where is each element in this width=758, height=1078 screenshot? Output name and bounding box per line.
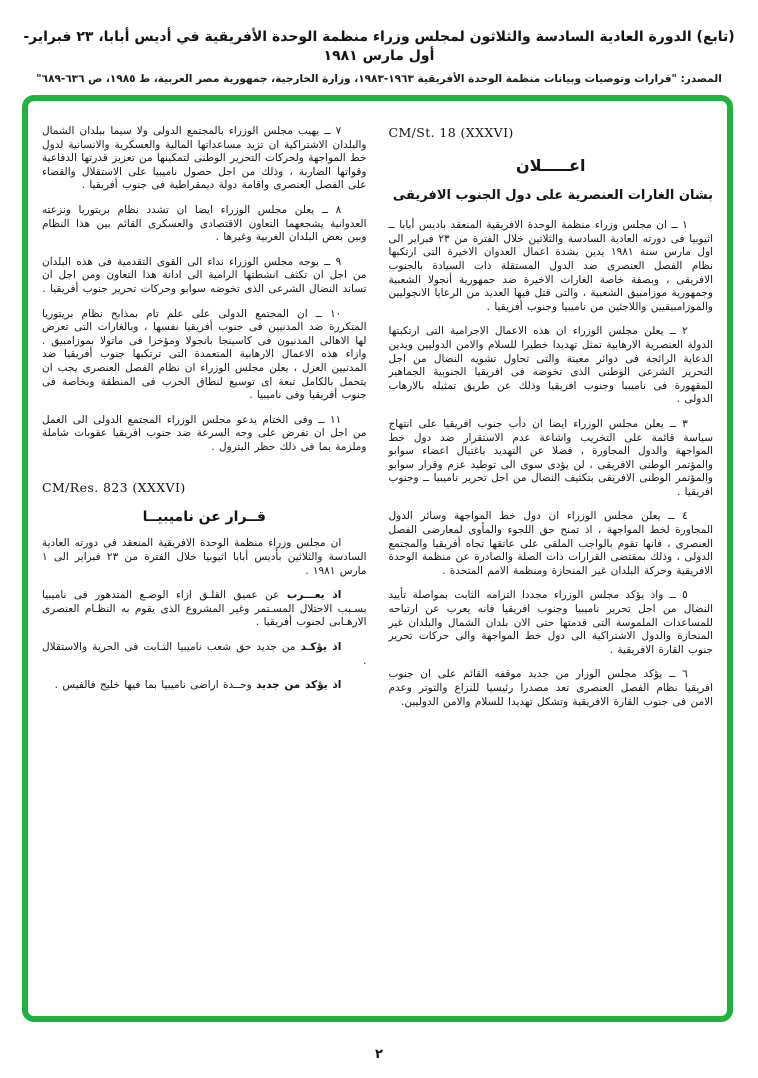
declaration-paragraph: ٤ ــ يعلن مجلس الوزراء ان دول خط المواجهة وسائر الدول المجاورة لخط المواجهة ، اذ تمنح حق اللجوء والمأوى لمعارضى الفصل العنصرى ، فانها تقوم بالواجب الملقى على عاتقها تجاه أفريقيا والمجتمع الدولى ، وذلك بمقتضى القرارات ذات الصلة والصادرة عن منظمة الوحدة الافريقية وحركة البلدان غير المنحازة ومنظمة الامم المتحدة . (388, 510, 713, 577)
declaration-doc-ref: CM/St. 18 (XXXVI) (388, 125, 514, 140)
continuation-and-resolution-column (42, 125, 367, 1008)
resolution-paragraph: ان مجلس وزراء منظمة الوحدة الافريقية المنعقد فى دورته العادية السادسة والثلاثين بأديس أبابا اثيوبيا خلال الفترة من ٢٣ فبراير الى ١ مارس ١٩٨١ . (42, 537, 367, 577)
document-frame (22, 95, 733, 1022)
declaration-paragraph: ٦ ــ يؤكد مجلس الوزار من جديد موقفه القائم على ان جنوب افريقيا نظام الفصل العنصرى تعد مصدرا رئيسيا للنزاع والتوتر وعدم الامن فى جنوب القارة الافريقية وتشكل تهديدا للسلام والامن الدوليين. (388, 668, 713, 708)
declaration-paragraph: ٣ ــ يعلن مجلس الوزراء ايضا ان دأب جنوب افريقيا على انتهاج سياسة قائمة على التخريب واشاعة عدم الاستقرار ضد دول خط المواجهة والدول المجاورة ، فضلا عن التهديد باغتيال اعضاء سوابو والمؤتمر الوطنى الافريقى ، لن يؤدى سوى الى توطيد عزم وقرار سوابو والمؤتمر الوطنى الافريقى بتكثيف النضال من اجل تحرير ناميبيا ــ وجنوب افريقيا . (388, 417, 713, 498)
resolution-paragraph: اذ يؤكد من جديد وحــدة اراضى ناميبيا بما فيها خليج فالفيس . (54, 679, 342, 692)
declaration-paragraph: ٧ ــ يهيب مجلس الوزراء بالمجتمع الدولى ولا سيما ببلدان الشمال والبلدان الاشتراكية ان تزيد مساعداتها المالية والعسكرية والانسانية لدول خط المواجهة ولحركات التحرير الوطنى لتمكينها من تعزيز قدرتها الدفاعية وقواتها الضاربة ، وذلك من اجل حصول ناميبيا على الاستقلال والقضاء على الفصل العنصرى واقامة دولة ديمقراطية فى جنوب أفريقيا . (42, 125, 367, 192)
resolution-paragraph: اذ يعـــرب عن عميق القلـق ازاء الوضـع المتدهور فى ناميبيا بسـبب الاحتلال المسـتمر وغير المشروع الذى يقوم به النظـام العنصرى الارهـابى لجنوب أفريقيا . (42, 589, 367, 629)
source-citation: المصدر: "قرارات وتوصيات وبيانات منظمة الوحدة الأفريقية ١٩٦٣-١٩٨٣، وزارة الخارجية، جمهورية مصر العربية، ط ١٩٨٥، ص ٦٣٦-٦٨٩" (36, 72, 722, 85)
resolution-doc-ref: CM/Res. 823 (XXXVI) (42, 480, 186, 496)
page-number: ٢ (375, 1047, 383, 1062)
session-title: (تابع) الدورة العادية السادسة والثلاثون لمجلس وزراء منظمة الوحدة الأفريقية في أديس أبابا، ٢٣ فبراير- أول مارس ١٩٨١ (23, 29, 735, 64)
page-header (0, 0, 758, 85)
declaration-paragraphs-1-6 (389, 219, 714, 709)
declaration-paragraphs-7-11 (42, 125, 367, 454)
declaration-paragraph: ٩ ــ يوجه مجلس الوزراء نداء الى القوى التقدمية فى هذه البلدان من اجل ان تكثف انشطتها الرامية الى ادانة هذا التعاون ومن اجل ان تساند النضال الشرعى الذى تخوضه سوابو وحركات تحرير جنوب أفريقيا . (42, 255, 367, 295)
declaration-subtitle: بشان الغارات العنصرية على دول الجنوب الافريقى (392, 188, 713, 203)
declaration-paragraph: ١ ــ ان مجلس وزراء منظمة الوحدة الافريقية المنعقد باديس أبابا ــ اثيوبيا فى دورته العادية السادسة والثلاثين خلال الفترة من ٢٣ فبراير الى اول مارس سنة ١٩٨١ يدين بشدة اعمال العدوان الاخيرة التى ارتكبها نظام الفصل العنصرى ضد الدول المستقلة ذات السيادة بالجنوب الافريقى ، وبصفة خاصة الغارات الاخيرة ضد جمهورية أنجولا الشعبية وجمهورية موزامبيق الشعبية ، والتى قتل فيها العديد من الرعايا الانجوليين والموزامبيقيين واللاجئين من ناميبيا وجنوب أفريقيا . (388, 219, 713, 313)
declaration-paragraph: ١١ ــ وفى الختام يدعو مجلس الوزراء المجتمع الدولى الى العمل من اجل ان تفرض على وجه السرعة ضد جنوب افريقيا عقوبات شاملة وملزمة بما فى ذلك حظر البترول . (42, 413, 367, 453)
resolution-paragraph: اذ يؤكـد من جديد حق شعب ناميبيا الثـابت فى الحرية والاستقلال . (42, 641, 367, 667)
declaration-title: اعـــــلان (515, 156, 586, 175)
declaration-column (389, 125, 714, 1008)
declaration-paragraph: ٢ ــ يعلن مجلس الوزراء ان هذه الاعمال الاجرامية التى ارتكبتها الدولة العنصرية الارهابية تمثل تهديدا خطيرا للسلام والامن الدوليين ويدين الدعاية الرائجة فى دوائر معينة والتى تحاول تشويه النضال من اجل التحرير الشرعى الوطنى الذى تخوضه فى افريقيا الجنوبية الجماهير المقهورة فى ناميبيا وجنوب افريقيا وذلك عن طريق تمثيله بالارهاب الدولى . (388, 325, 713, 406)
declaration-paragraph: ٨ ــ يعلن مجلس الوزراء ايضا ان تشدد نظام بريتوريا ونزعته العدوانية يشجعهما التعاون الاقتصادى والعسكرى القائم بين هذا النظام وبين بعض البلدان الغربية وغيرها . (42, 203, 367, 244)
declaration-paragraph: ١٠ ــ ان المجتمع الدولى على علم تام بمذابح نظام بريتوريا المتكررة ضد المدنيين فى جنوب أفريقيا نفسها ، وبالغارات التى تعرض لها الاهالى المدنيون فى كاسينجا بانجولا ومؤخرا فى ماتولا بموزامبيق . وازاء هذه الاعمال الارهابية المتعمدة التى ترتكبها جنوب أفريقيا ضد المدنيين العزل ، يعلن مجلس الوزراء ان نظام الفصل العنصرى يجب ان يتحمل بالكامل تبعة اى توسيع لنطاق الحرب فى المنطقة وبخاصة فى جنوب أفريقيا وفى ناميبيا . (42, 307, 367, 402)
resolution-paragraphs (42, 537, 367, 692)
declaration-paragraph: ٥ ــ واذ يؤكد مجلس الوزراء مجددا التزامه الثابت بمواصلة تأييد النضال من اجل تحرير ناميبيا وجنوب افريقيا فانه يعرب عن ارتياحه للمساعدات الملموسة التى قدمتها حتى الان بلدان الشمال والبلدان غير المنحازة والدول الاشتراكية الى دول خط المواجهة والى حركات تحرير جنوب القارة الافريقية . (388, 589, 713, 656)
resolution-title: قــرار عن ناميبيــا (142, 509, 266, 526)
